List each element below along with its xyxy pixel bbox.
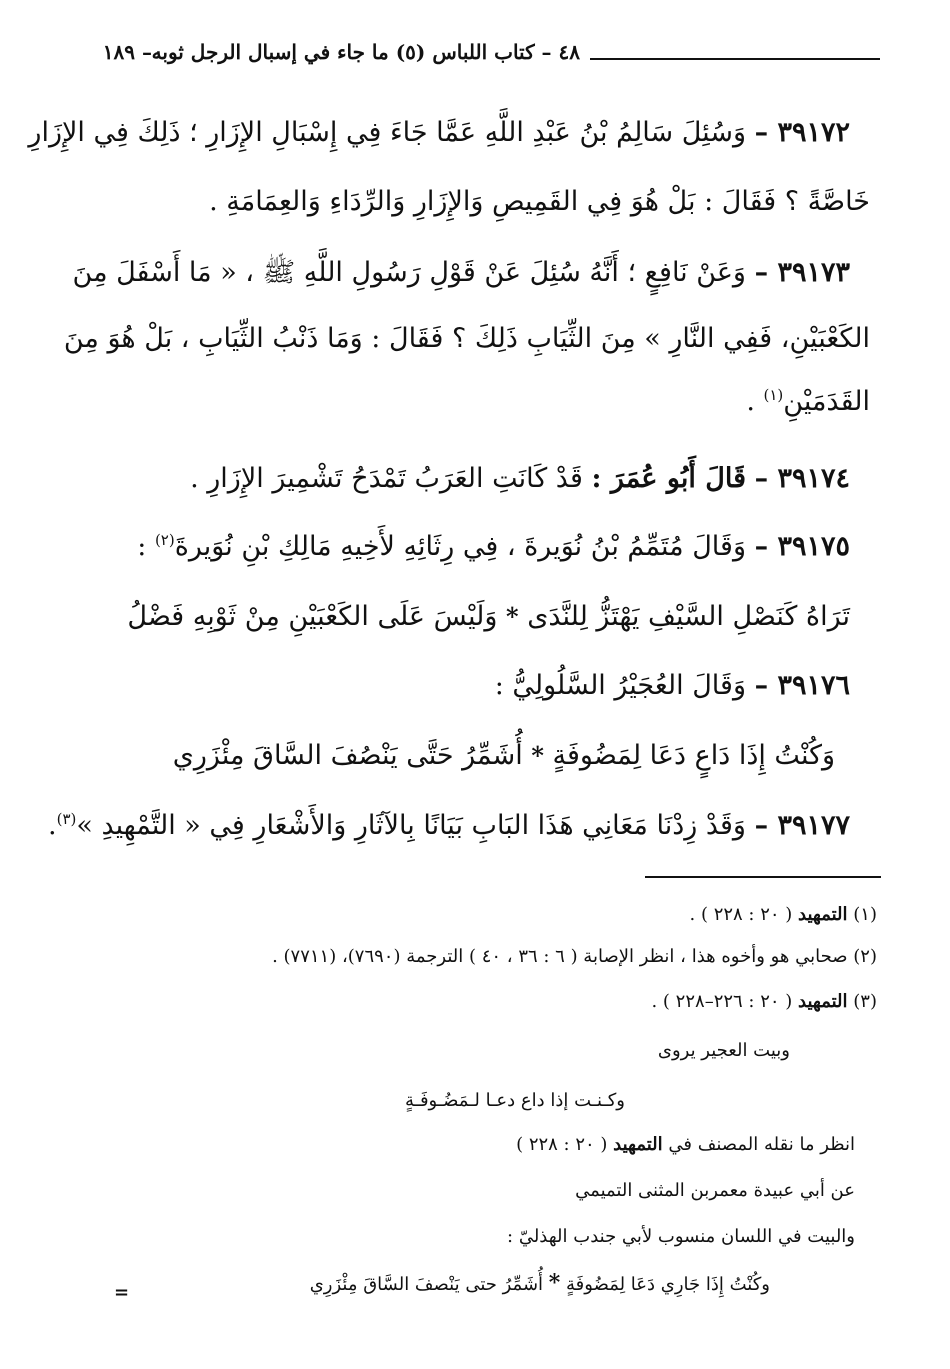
footnote-source: التمهيد xyxy=(798,904,848,925)
paragraph-39174 xyxy=(190,463,850,494)
note-line-2: وكـنـت إذا داع دعـا لـمَضُـوفَـةٍ xyxy=(405,1090,625,1111)
paragraph-39176 xyxy=(495,670,850,701)
paragraph-text: وَقَدْ زِدْنَا مَعَانِي هَذَا البَابِ بَيَانًا بِالآثَارِ وَالأَشْعَارِ فِي « التَّمْهِيدِ » xyxy=(76,810,746,841)
speaker-label: قَالَ أَبُو عُمَرَ : xyxy=(591,463,746,494)
footnote-label: (٣) xyxy=(853,991,877,1012)
note-line-4: عن أبي عبيدة معمربن المثنى التميمي xyxy=(575,1180,855,1201)
paragraph-39177 xyxy=(48,810,850,841)
paragraph-number: ٣٩١٧٢ – xyxy=(754,117,850,148)
paragraph-end: . xyxy=(48,810,57,841)
footnote-text: ( ٢٠ : ٢٢٦–٢٢٨ ) . xyxy=(651,991,799,1012)
footnote-label: (٢) xyxy=(853,946,877,967)
note-line-3 xyxy=(516,1134,855,1155)
verse-hemistich-second: وَلَيْسَ عَلَى الكَعْبَيْنِ مِنْ ثَوْبِهِ فَضْلُ xyxy=(127,601,498,632)
paragraph-text: وَعَنْ نَافِعٍ ؛ أَنَّهُ سُئِلَ عَنْ قَوْلِ رَسُولِ اللَّهِ ﷺ ، « مَا أَسْفَلَ مِنَ xyxy=(72,257,746,288)
paragraph-number: ٣٩١٧٥ – xyxy=(754,531,850,562)
footnote-2 xyxy=(272,946,877,967)
verse-line-1 xyxy=(127,601,850,632)
paragraph-39172-line1 xyxy=(28,117,850,148)
paragraph-text: قَدْ كَانَتِ العَرَبُ تَمْدَحُ تَشْمِيرَ الإِزَارِ . xyxy=(190,463,583,494)
footnote-ref: (٢) xyxy=(154,531,175,549)
note-line-1: وبيت العجير يروى xyxy=(657,1040,790,1061)
paragraph-39172-line2: خَاصَّةً ؟ فَقَالَ : بَلْ هُوَ فِي القَمِيصِ وَالإِزَارِ وَالرِّدَاءِ وَالعِمَامَةِ . xyxy=(209,186,870,217)
footnote-ref: (١) xyxy=(763,386,784,404)
paragraph-number: ٣٩١٧٦ – xyxy=(754,670,850,701)
verse-separator: * xyxy=(506,602,519,631)
verse-hemistich-second: أُشَمِّرُ حتى يَنْصفَ السَّاقَ مِئْزَرِي xyxy=(309,1274,544,1295)
paragraph-end: . xyxy=(746,386,764,417)
paragraph-39175 xyxy=(137,531,850,562)
header-rule xyxy=(590,58,880,60)
note-text-end: ( ٢٠ : ٢٢٨ ) xyxy=(516,1134,614,1155)
paragraph-39173-line1 xyxy=(73,255,850,295)
page-number: – ١٨٩ xyxy=(102,40,152,64)
continuation-mark: = xyxy=(114,1282,130,1303)
verse-separator: * xyxy=(531,741,544,770)
note-verse xyxy=(310,1270,770,1296)
footnote-rule xyxy=(645,876,881,878)
paragraph-text: وَسُئِلَ سَالِمُ بْنُ عَبْدِ اللَّهِ عَمَّا جَاءَ فِي إِسْبَالِ الإِزَارِ ؛ ذَلِكَ فِي الإِزَارِ xyxy=(28,117,746,148)
footnote-3 xyxy=(651,991,877,1012)
footnote-text: ( ٢٠ : ٢٢٨ ) . xyxy=(689,904,799,925)
paragraph-number: ٣٩١٧٣ – xyxy=(754,257,850,288)
footnote-1 xyxy=(690,904,878,925)
verse-line-2 xyxy=(173,740,835,771)
paragraph-39173-line2: الكَعْبَيْنِ، فَفِي النَّارِ » مِنَ الثِّيَابِ ذَلِكَ ؟ فَقَالَ : وَمَا ذَنْبُ الثِّيَابِ ، بَلْ هُوَ مِنَ xyxy=(63,323,870,354)
paragraph-end: : xyxy=(137,531,155,562)
footnote-text: صحابي هو وأخوه هذا ، انظر الإصابة ( ٦ : ٣٦ ، ٤٠ ) الترجمة (٧٦٩٠)، (٧٧١١) . xyxy=(272,946,854,967)
verse-hemistich-second: أُشَمِّرُ حَتَّى يَنْصُفَ السَّاقَ مِئْزَرِي xyxy=(172,740,523,771)
paragraph-number: ٣٩١٧٧ – xyxy=(754,810,850,841)
verse-hemistich-first: وكُنْتُ إِذَا جَارِي دَعَا لِمَضُوفَةٍ xyxy=(566,1274,770,1295)
verse-separator: * xyxy=(548,1270,561,1296)
verse-hemistich-first: تَرَاهُ كَنَصْلِ السَّيْفِ يَهْتَزُّ لِلنَّدَى xyxy=(527,601,850,632)
footnote-source: التمهيد xyxy=(798,991,848,1012)
note-text: انظر ما نقله المصنف في xyxy=(662,1134,855,1155)
footnote-ref: (٣) xyxy=(56,810,77,828)
paragraph-number: ٣٩١٧٤ – xyxy=(754,463,850,494)
footnote-label: (١) xyxy=(853,904,877,925)
paragraph-text: وَقَالَ العُجَيْرُ السَّلُولِيُّ : xyxy=(494,670,746,701)
paragraph-39173-line3 xyxy=(746,386,870,417)
paragraph-text: القَدَمَيْنِ xyxy=(783,386,870,417)
note-source: التمهيد xyxy=(613,1134,663,1155)
running-header-title: ٤٨ – كتاب اللباس (٥) ما جاء في إسبال الرجل ثوبه xyxy=(151,40,580,64)
paragraph-text: وَقَالَ مُتَمِّمُ بْنُ نُوَيرةَ ، فِي رِثَائِهِ لأَخِيهِ مَالِكِ بْنِ نُوَيرةَ xyxy=(174,531,746,562)
note-line-5: والبيت في اللسان منسوب لأبي جندب الهذليّ : xyxy=(507,1226,855,1247)
verse-hemistich-first: وَكُنْتُ إِذَا دَاعٍ دَعَا لِمَضُوفَةٍ xyxy=(552,740,835,771)
